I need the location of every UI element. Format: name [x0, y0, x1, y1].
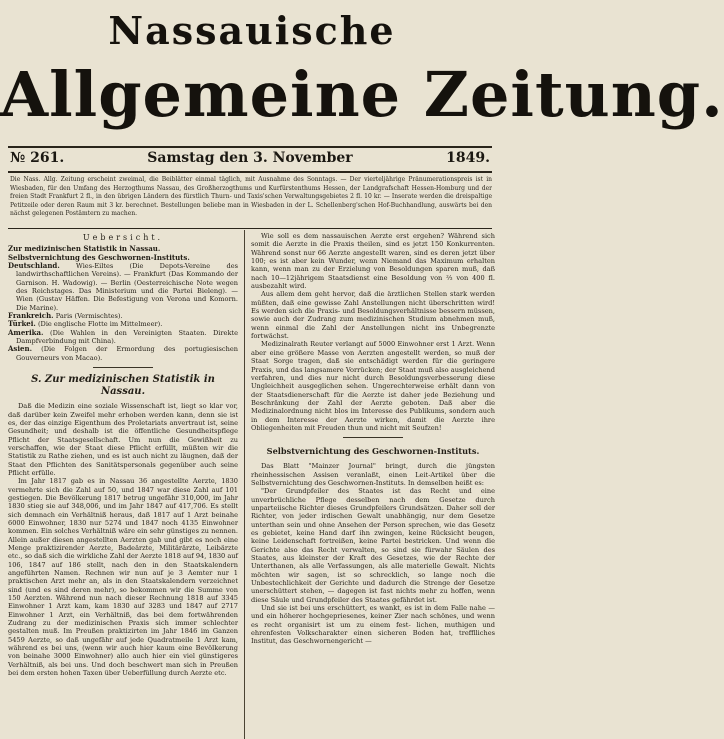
article-paragraph: Aus allem dem geht hervor, daß die ärztlichen Stellen stark werden müßten, daß eine gewisse Zahl Anstellungen nicht überschritten wird! Es werden sich die Praxis- und Besoldungsverhältnisse bessern müssen, sowie auch der Zudrang zum medizinischen Studium abnehmen muß, wenn einmal die Zahl der Anstellungen nicht ins Unbegrenzte fortwächst.: [251, 290, 495, 341]
article-paragraph: Und sie ist bei uns erschüttert, es wankt, es ist in dem Falle nahe — und ein höherer hochgepriesenes, keiner Zier nach schönes, und wenn es recht organisirt ist um zu einem fest- lichen, muthigen und ehrenfesten Volkscharakter einen sicheren Boden hat, trefflliches Institut, das Geschwornengericht —: [251, 604, 495, 646]
subscription-notice: Die Nass. Allg. Zeitung erscheint zweimal, die Beiblätter einmal täglich, mit Ausnahme des Sonntags. — Der vierteljährige Pränumerationspreis ist in Wiesbaden, für den Umfang des Herzogthums Nassau, des Großherzogthums und Kurfürstenthums Hessen, der Landgrafschaft Hessen-Homburg und der freien Stadt Frankfurt 2 fl., in den übrigen Ländern des fürstlich Thurn- und Taxis'schen Verwaltungsgebietes 2 fl. 10 kr. — Inserate werden die dreispaltige Petitzeile oder deren Raum mit 3 kr. berechnet. Bestellungen beliebe man in Wiesbaden in der L. Schellenberg'schen Hof-Buchhandlung, auswärts bei den nächst gelegenen Postämtern zu machen.: [10, 176, 492, 218]
article-heading: S. Zur medizinischen Statistik in Nassau.: [31, 374, 215, 398]
section-divider: [93, 367, 153, 368]
article-paragraph: Medizinalrath Reuter verlangt auf 5000 Einwohner erst 1 Arzt. Wenn aber eine größere Masse von Aerzten angestellt werden, so muß der Staat Sorge tragen, daß sie entschädigt werden für die geringere Praxis, und das langsamere Vorrücken; der Staat muß also ausgleichend verfahren, und dies nur nicht durch Besoldungsverbesserung diese Ungleichheit ausgeglichen sehen. Ungerechterweise erhält dann von der Staatsdienerschaft für die Aerzte ist daher jede Beziehung und Beschränkung der Zahl der Aerzte geboten. Daß aber die Medizinalordnung nicht blos im Interesse des Publikums, sondern auch in dem Interesse der Aerzte wirken, damit die Aerzte ihre Obliegenheiten mit Freuden thun und nicht mit Seufzen!: [251, 340, 495, 432]
masthead-line1: Nassauische: [108, 8, 396, 53]
toc-item: Amerika. (Die Wahlen in den Vereinigten Staaten. Direkte Dampfverbindung mit China).: [8, 327, 238, 346]
toc-item: Deutschland. Wies-Eiltes (Die Depots-Vereine des landwirthschaftlichen Vereins). — Frankfurt (Das Kommando der Garnison. H. Wadowig). — Berlin (Oesterreichische Note wegen des Reichstages. Das Ministerium und die Partei Bieleng). — Wien (Gustav Häffen. Die Befestigung von Verona und Komorn. Die Marine).: [8, 261, 238, 312]
masthead-rule-bottom: [8, 171, 492, 173]
dateline: [10, 150, 490, 170]
article-paragraph: Das Blatt "Mainzer Journal" bringt, durch die jüngsten rheinhessischen Assisen veranlaßt, einen Leit-Artikel über die Selbstvernichtung des Geschwornen-Instituts. In demselben heißt es:: [251, 462, 495, 487]
right-column: [251, 232, 495, 739]
issue-year: 1849.: [446, 150, 490, 166]
issue-date: Samstag den 3. November: [147, 150, 353, 166]
article-heading: Selbstvernichtung des Geschwornen-Instituts.: [266, 446, 480, 457]
notice-rule: [8, 228, 492, 229]
toc-item: Selbstvernichtung des Geschwornen-Instituts.: [8, 252, 190, 262]
masthead-rule-top: [8, 146, 492, 148]
left-column: [8, 232, 238, 739]
toc-item: Zur medizinischen Statistik in Nassau.: [8, 244, 161, 254]
toc-item: Asien. (Die Folgen der Ermordung des portugiesischen Gouverneurs von Macao).: [8, 344, 238, 362]
article-paragraph: Im Jahr 1817 gab es in Nassau 36 angestellte Aerzte, 1830 vermehrte sich die Zahl auf 50, und 1847 war diese Zahl auf 101 gestiegen. Die Bevölkerung 1817 betrug ungefähr 310,000, im Jahr 1830 stieg sie auf 348,006, und im Jahr 1847 auf 417,706. Es stellt sich demnach ein Verhältniß heraus, daß 1817 auf 1 Arzt beinahe 6000 Einwohner, 1830 nur 5274 und 1847 noch 4135 Einwohner kommen. Ein solches Verhältniß wäre ein sehr günstiges zu nennen. Allein außer diesen angestellten Aerzten gab und gibt es noch eine Menge praktizirender Aerzte, Badeärzte, Militärärzte, Leibärzte etc., so daß sich die wirkliche Zahl der Aerzte 1818 auf 94, 1830 auf 106, 1847 auf 186 stellt, nach den in den Staatskalendern angeführten Namen. Rechnen wir nun auf je 3 Aemter nur 1 praktischen Arzt mehr an, als in den Staatskalendern verzeichnet sind (und es sind deren mehr), so bekommen wir die Summe von 150 Aerzten. Während nun nach dieser Rechnung 1818 auf 3345 Einwohner 1 Arzt kam, kam 1830 auf 3283 und 1847 auf 2717 Einwohner 1 Arzt, ein Verhältniß, das bei dem fortwährenden Zudrang zu der medizinischen Praxis sich immer schlechter gestalten muß. Im Preußen praktizirten im Jahr 1846 im Ganzen 5459 Aerzte, so daß ungefähr auf jede Quadratmeile 1 Arzt kam, während es bei uns, (wenn wir auch hier kaum eine Bevölkerung von beinahe 3000 Einwohner) allo auch hier ein viel günstigeres Verhältniß, als bei uns. Und doch beschwert man sich in Preußen bei dem ersten hohen Taxen über Ueberfüllung durch Aerzte etc.: [8, 477, 238, 678]
masthead-line2: Allgemeine Zeitung.: [0, 58, 724, 131]
issue-number: № 261.: [10, 150, 65, 166]
table-of-contents: [8, 245, 238, 362]
toc-title: Uebersicht.: [82, 233, 164, 242]
toc-item: Frankreich. Paris (Vermischtes).: [8, 311, 123, 321]
toc-item: Türkei. (Die englische Flotte im Mittelmeer).: [8, 319, 163, 329]
section-divider: [343, 437, 403, 438]
article-paragraph: Daß die Medizin eine soziale Wissenschaft ist, liegt so klar vor, daß darüber kein Zweifel mehr erhoben werden kann, denn sie ist es, der das einzige Eigenthum des Proletariats anvertraut ist, seine Gesundheit; und deshalb ist die öffentliche Gesundheitspflege Pflicht der Staatsgesellschaft. Um nun die Gewißheit zu verschaffen, wie der Staat diese Pflicht erfüllt, müßten wir die Statistik zu Rathe ziehen, und es ist auch nicht zu läugnen, daß der Staat den Pflichten des Sanitätspersonals gegenüber auch seine Pflicht erfülle.: [8, 402, 238, 477]
article-paragraph: "Der Grundpfeiler des Staates ist das Recht und eine unverbrüchliche Pflege desselben nach dem Gesetze durch unparteiische Richter dieses Grundpfeilers Grundsätzen. Daher soll der Richter, von jeder irdischen Gewalt unabhängig, nur dem Gesetze unterthan sein und ohne Ansehen der Person sprechen, wie das Gesetz es gebietet, keine Hand darf ihn zwingen, keine Rücksicht beugen, keine Leidenschaft fortreißen, keine Partei bestricken. Und wenn die Gerichte also das Recht verwalten, so sind sie fürwahr Säulen des Staates, aus kleinster der Kraft des Gesetzes, wie der Rechte der Unterthanen, als alle Verfassungen, als alle materielle Gewalt. Nichts möchten wir sagen, ist so schrecklich, so lange noch die Unbestechlichkeit der Gerichte und dadurch die Strenge der Gesetze unerschüttert stehen, — dagegen ist fast nichts mehr zu hoffen, wenn diese Säule und Grundpfeiler des Staates gefährdet ist.: [251, 487, 495, 604]
column-divider: [244, 230, 245, 739]
article-paragraph: Wie soll es dem nassauischen Aerzte erst ergehen? Während sich somit die Aerzte in die Praxis theilen, sind es jetzt 150 Konkurrenten. Während sonst nur 66 Aerzte angestellt waren, sind es deren jetzt über 100; es ist aber kein Wunder, wenn Niemand das Maximum erhalten kann, wenn man zu der Erzielung von Besoldungen sparen muß, daß nach 10—12jährigem Staatsdienst eine Besoldung von ⅔ von 400 fl. ausbezahlt wird.: [251, 232, 495, 291]
